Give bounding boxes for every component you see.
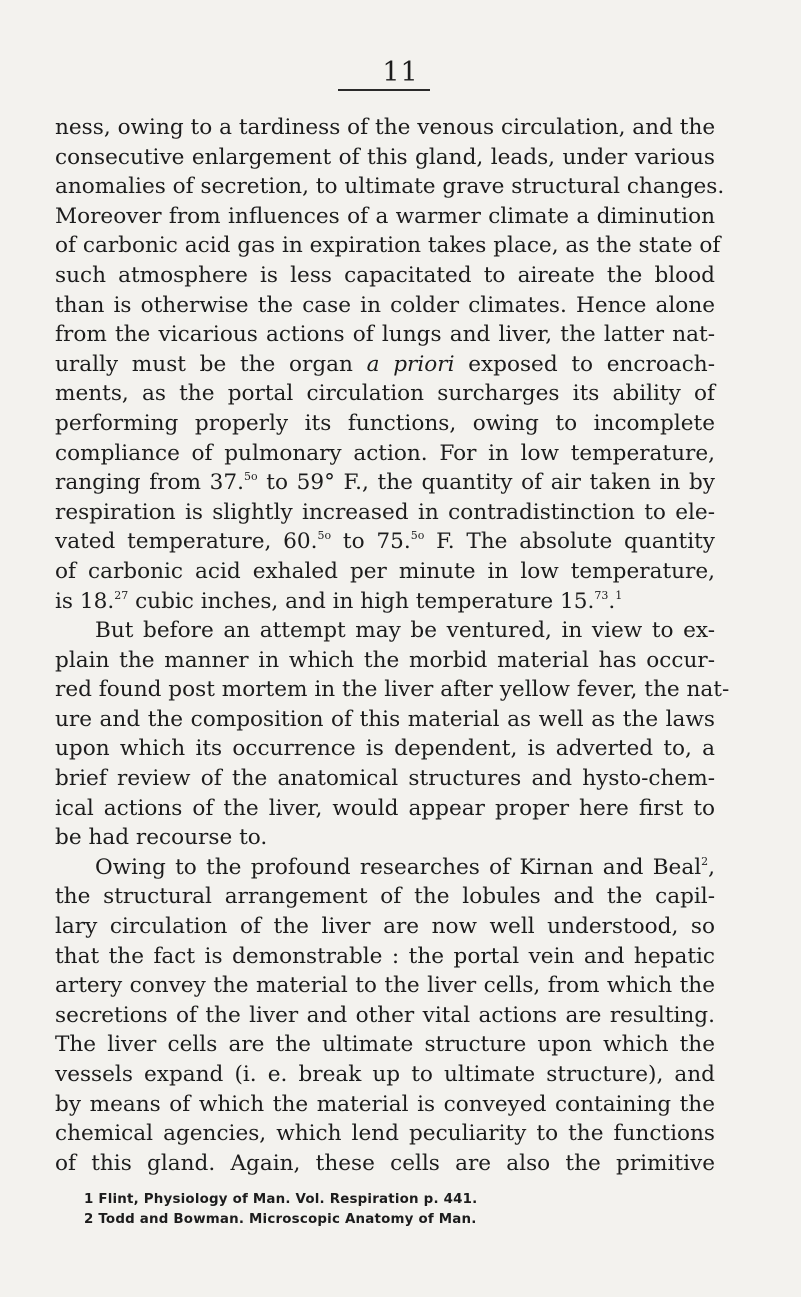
text-line: red found post mortem in the liver after yellow fever, the nat-: [55, 677, 730, 703]
text-line: ness, owing to a tardiness of the venous circulation, and the: [55, 115, 716, 140]
text-run: is 18.: [55, 588, 115, 614]
paragraph-2: [55, 616, 730, 853]
text-line: ments, as the portal circulation surcharges its ability of: [55, 381, 715, 407]
text-line: The liver cells are the ultimate structure upon which the: [55, 1032, 715, 1058]
superscript-degree: o: [324, 529, 332, 543]
text-line: Moreover from influences of a warmer climate a diminution: [55, 203, 715, 229]
superscript-digit: 5: [317, 529, 325, 543]
text-line: than is otherwise the case in colder climates. Hence alone: [55, 292, 715, 318]
superscript-digit: 5: [244, 470, 251, 484]
footnote: 2 Todd and Bowman. Microscopic Anatomy of Man.: [84, 1212, 477, 1227]
text-line: ure and the composition of this material as well as the laws: [55, 706, 715, 732]
text-run: to 75.: [331, 529, 411, 555]
text-line: [55, 587, 715, 617]
superscript: 27: [114, 588, 129, 602]
text-line: [55, 350, 715, 380]
text-line: that the fact is demonstrable : the portal vein and hepatic: [55, 943, 715, 969]
footnote-ref: 2: [701, 854, 709, 868]
text-run: ,: [708, 854, 715, 880]
text-line: [55, 468, 715, 498]
text-line: by means of which the material is conveyed containing the: [55, 1091, 715, 1117]
text-line: ical actions of the liver, would appear proper here first to: [55, 795, 715, 821]
text-line: performing properly its functions, owing to incomplete: [55, 410, 715, 436]
text-line: from the vicarious actions of lungs and liver, the latter nat-: [55, 322, 715, 348]
text-line: plain the manner in which the morbid material has occur-: [55, 647, 715, 673]
superscript: 73: [594, 588, 609, 602]
text-run: exposed to encroach-: [454, 351, 715, 377]
text-line: upon which its occurrence is dependent, is adverted to, a: [55, 736, 715, 762]
text-line: of carbonic acid exhaled per minute in low temperature,: [55, 558, 715, 584]
text-line: be had recourse to.: [55, 825, 268, 851]
footnote-ref: 1: [615, 588, 623, 602]
text-run: urally must be the organ: [55, 351, 353, 377]
text-line: vessels expand (i. e. break up to ultimate structure), and: [55, 1062, 715, 1087]
footnotes: [84, 1190, 704, 1230]
text-line: lary circulation of the liver are now well understood, so: [55, 914, 715, 940]
text-run: F. The absolute quantity: [424, 529, 715, 555]
text-line: chemical agencies, which lend peculiarity to the functions: [55, 1121, 715, 1147]
text-line: brief review of the anatomical structures and hysto-chem-: [55, 766, 715, 792]
paragraph-3: [55, 853, 715, 1179]
superscript-digit: 5: [410, 529, 418, 543]
text-run: to 59° F., the quantity of air taken in by: [257, 470, 715, 496]
text-line: compliance of pulmonary action. For in low temperature,: [55, 440, 715, 466]
text-line: respiration is slightly increased in contradistinction to ele-: [55, 499, 715, 525]
paragraph-1: [55, 113, 725, 616]
text-line: the structural arrangement of the lobules and the capil-: [55, 884, 715, 910]
text-line: [55, 527, 715, 557]
superscript: [411, 529, 425, 542]
text-run: ranging from 37.: [55, 470, 244, 496]
page-number: 11: [382, 57, 419, 88]
text-run: vated temperature, 60.: [55, 529, 318, 555]
body-text: [55, 113, 730, 1178]
superscript-degree: o: [251, 470, 258, 484]
text-line: consecutive enlargement of this gland, leads, under various: [55, 144, 715, 170]
text-line: of this gland. Again, these cells are also the primitive: [55, 1150, 715, 1176]
text-line: secretions of the liver and other vital actions are resulting.: [55, 1002, 715, 1028]
superscript: [318, 529, 332, 542]
text-run: .: [608, 588, 616, 614]
page-number-rule: [338, 89, 430, 91]
text-line: But before an attempt may be ventured, in view to ex-: [95, 618, 715, 644]
footnote: 1 Flint, Physiology of Man. Vol. Respiration p. 441.: [84, 1192, 478, 1207]
text-line: anomalies of secretion, to ultimate grave structural changes.: [55, 174, 725, 200]
italic-phrase: a priori: [366, 351, 455, 377]
text-run: cubic inches, and in high temperature 15.: [128, 588, 595, 614]
text-line: [55, 853, 715, 883]
text-line: artery convey the material to the liver cells, from which the: [55, 973, 715, 999]
superscript-degree: o: [417, 529, 425, 543]
text-line: of carbonic acid gas in expiration takes place, as the state of: [55, 233, 721, 259]
superscript: [244, 470, 258, 483]
text-run: Owing to the profound researches of Kirnan and Beal: [95, 854, 702, 880]
text-line: such atmosphere is less capacitated to aireate the blood: [55, 262, 715, 288]
